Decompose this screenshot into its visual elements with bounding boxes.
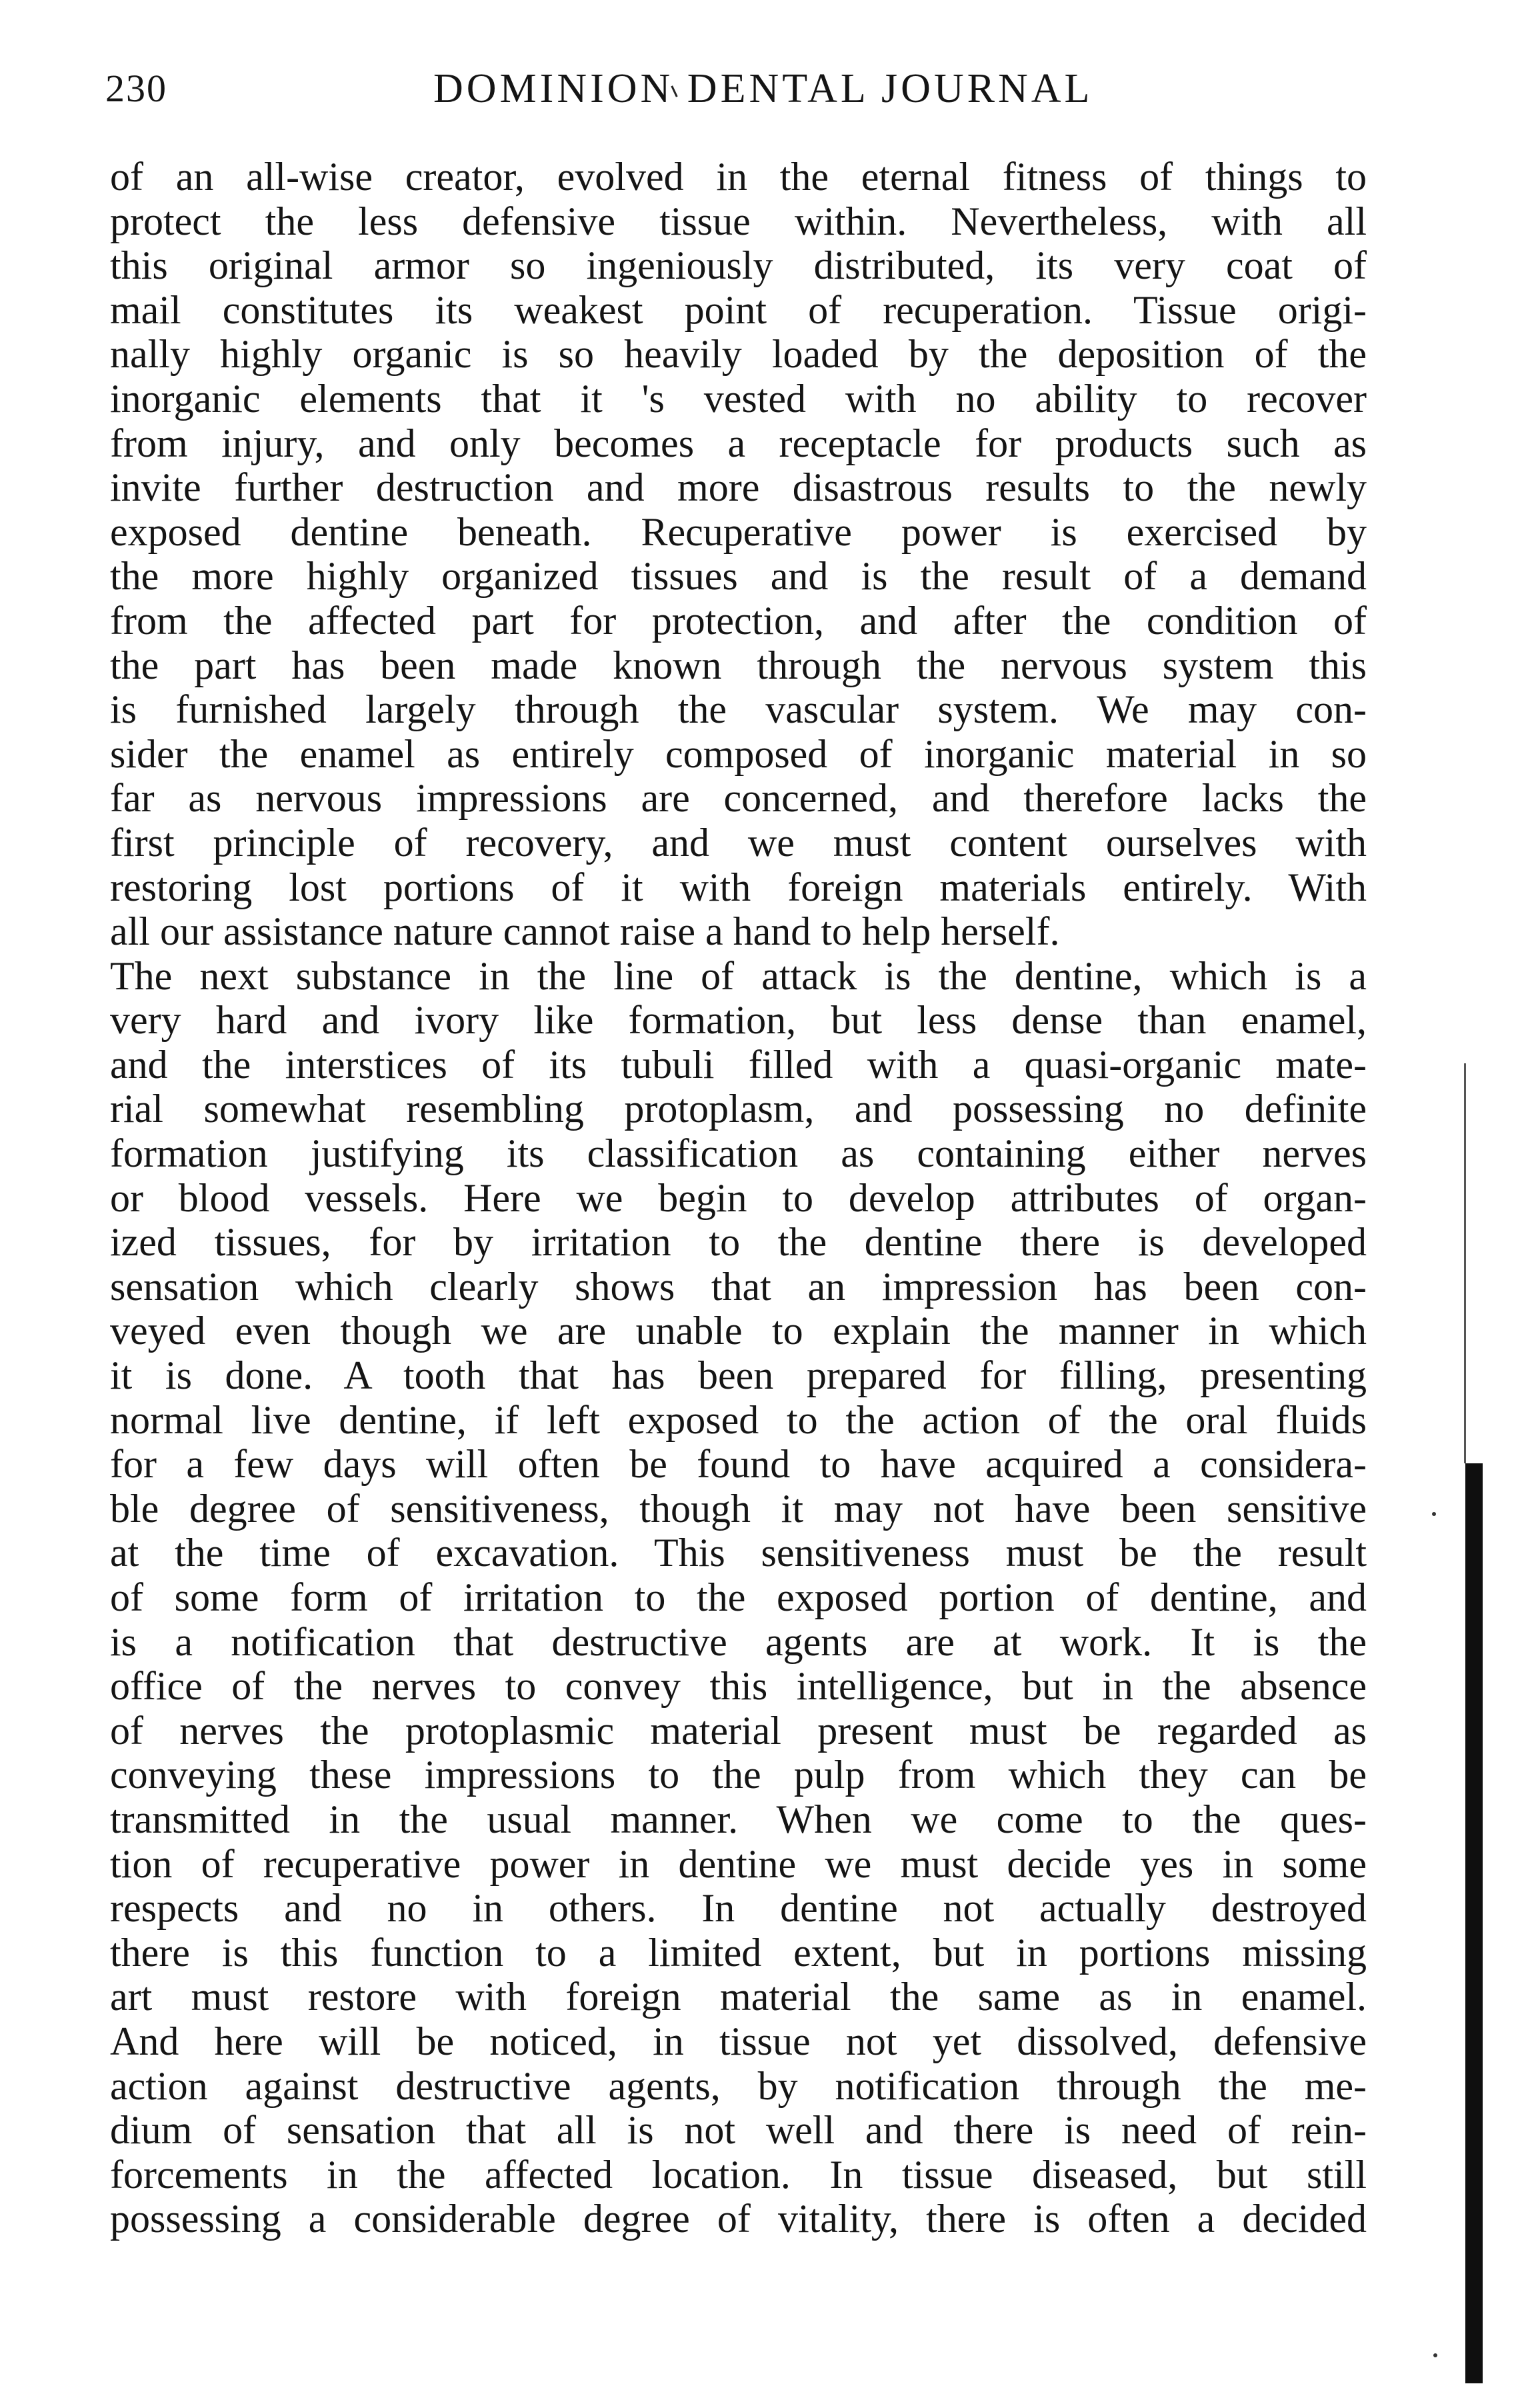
text-line: tion of recuperative power in dentine we must decide yes in some bbox=[110, 1841, 1367, 1886]
text-line: and the interstices of its tubuli filled with a quasi-organic mate- bbox=[110, 1042, 1367, 1087]
text-line: invite further destruction and more disastrous results to the newly bbox=[110, 465, 1367, 510]
text-line: protect the less defensive tissue within. Nevertheless, with all bbox=[110, 199, 1367, 243]
text-line: transmitted in the usual manner. When we come to the ques- bbox=[110, 1797, 1367, 1841]
text-line: this original armor so ingeniously distributed, its very coat of bbox=[110, 243, 1367, 288]
text-line: dium of sensation that all is not well and there is need of rein- bbox=[110, 2108, 1367, 2153]
text-line: And here will be noticed, in tissue not yet dissolved, defensive bbox=[110, 2019, 1367, 2063]
text-line: rial somewhat resembling protoplasm, and possessing no definite bbox=[110, 1087, 1367, 1131]
text-line: nally highly organic is so heavily loaded by the deposition of the bbox=[110, 332, 1367, 377]
text-line: from injury, and only becomes a receptacle for products such as bbox=[110, 421, 1367, 465]
text-line: inorganic elements that it 's vested with no ability to recover bbox=[110, 376, 1367, 421]
running-head: DOMINION DENTAL JOURNAL bbox=[433, 66, 1093, 111]
scan-speck bbox=[1432, 1512, 1436, 1516]
text-line: possessing a considerable degree of vitality, there is often a decided bbox=[110, 2197, 1367, 2241]
text-line: office of the nerves to convey this intelligence, but in the absence bbox=[110, 1664, 1367, 1709]
text-line: art must restore with foreign material the same as in enamel. bbox=[110, 1975, 1367, 2019]
text-line: first principle of recovery, and we must content ourselves with bbox=[110, 820, 1367, 865]
text-line: or blood vessels. Here we begin to develop attributes of organ- bbox=[110, 1175, 1367, 1220]
text-line: respects and no in others. In dentine not actually destroyed bbox=[110, 1886, 1367, 1931]
body-text bbox=[110, 155, 1367, 2241]
text-line: sider the enamel as entirely composed of inorganic material in so bbox=[110, 731, 1367, 776]
page-header bbox=[100, 60, 1367, 120]
text-line: far as nervous impressions are concerned, and therefore lacks the bbox=[110, 776, 1367, 821]
text-line: forcements in the affected location. In tissue diseased, but still bbox=[110, 2152, 1367, 2197]
text-line: of nerves the protoplasmic material present must be regarded as bbox=[110, 1708, 1367, 1753]
text-line: normal live dentine, if left exposed to the action of the oral fluids bbox=[110, 1397, 1367, 1442]
text-line: there is this function to a limited extent, but in portions missing bbox=[110, 1930, 1367, 1975]
scan-speck bbox=[1433, 2353, 1437, 2357]
text-line: veyed even though we are unable to explain the manner in which bbox=[110, 1309, 1367, 1353]
text-line: very hard and ivory like formation, but less dense than enamel, bbox=[110, 998, 1367, 1043]
text-line: at the time of excavation. This sensitiveness must be the result bbox=[110, 1531, 1367, 1575]
scan-edge-bar bbox=[1465, 1463, 1483, 2383]
text-line: ized tissues, for by irritation to the dentine there is developed bbox=[110, 1220, 1367, 1265]
text-line: sensation which clearly shows that an impression has been con- bbox=[110, 1264, 1367, 1309]
text-line: of some form of irritation to the exposed portion of dentine, and bbox=[110, 1575, 1367, 1619]
text-line: conveying these impressions to the pulp from which they can be bbox=[110, 1753, 1367, 1797]
text-line: it is done. A tooth that has been prepared for filling, presenting bbox=[110, 1353, 1367, 1398]
text-line: action against destructive agents, by notification through the me- bbox=[110, 2063, 1367, 2108]
page-number: 230 bbox=[105, 67, 167, 110]
text-line: restoring lost portions of it with foreign materials entirely. With bbox=[110, 865, 1367, 909]
text-line: The next substance in the line of attack is the dentine, which is a bbox=[110, 953, 1367, 998]
text-line: is a notification that destructive agents are at work. It is the bbox=[110, 1619, 1367, 1664]
text-line: formation justifying its classification as containing either nerves bbox=[110, 1131, 1367, 1176]
text-line: is furnished largely through the vascular system. We may con- bbox=[110, 687, 1367, 732]
margin-rule bbox=[1464, 1063, 1466, 1463]
text-line: ble degree of sensitiveness, though it may not have been sensitive bbox=[110, 1486, 1367, 1531]
text-line: mail constitutes its weakest point of recuperation. Tissue origi- bbox=[110, 287, 1367, 332]
text-line: of an all-wise creator, evolved in the eternal fitness of things to bbox=[110, 155, 1367, 199]
text-line: the more highly organized tissues and is the result of a demand bbox=[110, 554, 1367, 599]
text-line: exposed dentine beneath. Recuperative power is exercised by bbox=[110, 509, 1367, 554]
text-line: for a few days will often be found to have acquired a considera- bbox=[110, 1442, 1367, 1487]
text-line: all our assistance nature cannot raise a hand to help herself. bbox=[110, 909, 1060, 954]
text-line: the part has been made known through the nervous system this bbox=[110, 643, 1367, 687]
text-line: from the affected part for protection, and after the condition of bbox=[110, 598, 1367, 643]
